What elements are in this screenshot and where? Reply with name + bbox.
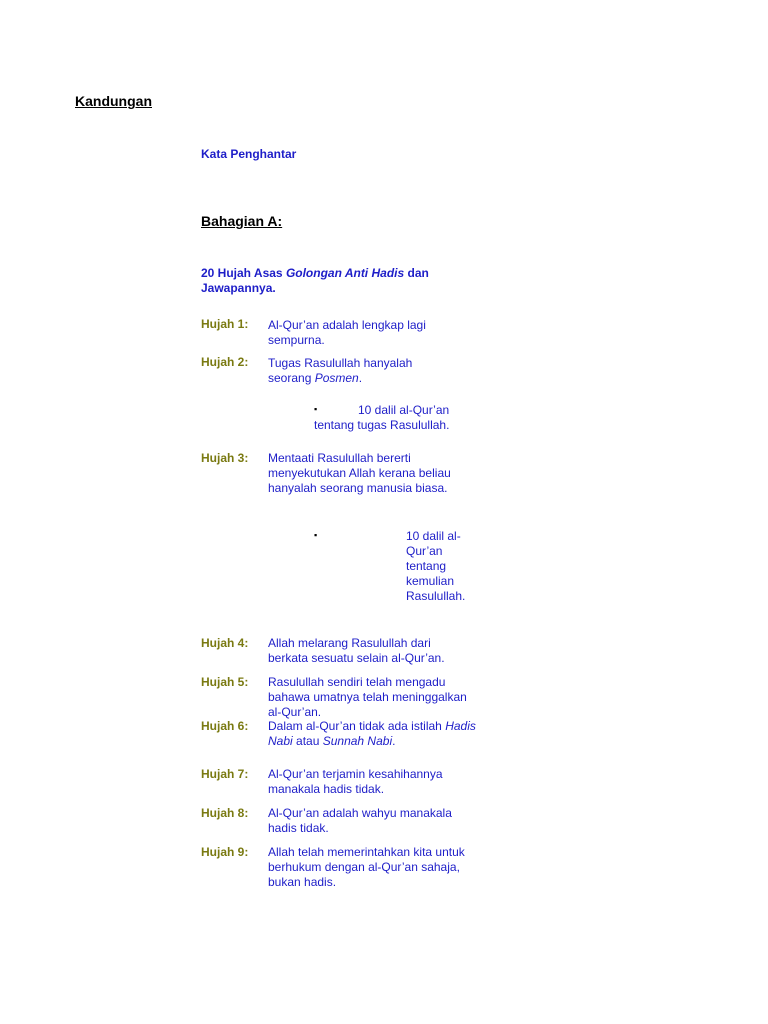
subtitle-post: dan Jawapannya. bbox=[201, 266, 429, 295]
hujah-2-label: Hujah 2: bbox=[201, 355, 249, 369]
section-a-subtitle[interactable] bbox=[201, 266, 471, 296]
hujah-8-text[interactable]: Al-Qur’an adalah wahyu manakala hadis tidak. bbox=[268, 806, 452, 835]
hujah-6-text-mid: atau bbox=[292, 734, 323, 748]
hujah-1-text[interactable]: Al-Qur’an adalah lengkap lagi sempurna. bbox=[268, 318, 426, 347]
hujah-4-text[interactable]: Allah melarang Rasulullah dari berkata sesuatu selain al-Qur’an. bbox=[268, 636, 445, 665]
bullet-icon: ▪ bbox=[314, 530, 318, 540]
hujah-6-text-em2: Sunnah Nabi bbox=[322, 734, 393, 748]
hujah-5-label: Hujah 5: bbox=[201, 675, 249, 689]
hujah-2-text-post: . bbox=[358, 371, 363, 385]
hujah-6-text-em1: Hadis Nabi bbox=[268, 719, 476, 748]
contents-heading: Kandungan bbox=[75, 93, 152, 109]
intro-link[interactable]: Kata Penghantar bbox=[201, 147, 297, 161]
subtitle-pre: 20 Hujah Asas bbox=[201, 266, 286, 280]
hujah-2-text-pre: Tugas Rasulullah hanyalah seorang bbox=[268, 356, 413, 385]
subtitle-em: Golongan Anti Hadis bbox=[285, 266, 405, 280]
hujah-2-text[interactable] bbox=[268, 356, 443, 386]
hujah-3-label: Hujah 3: bbox=[201, 451, 249, 465]
hujah-8-label: Hujah 8: bbox=[201, 806, 249, 820]
hujah-6-text-post: . bbox=[392, 734, 396, 748]
dalil-tugas-link[interactable]: 10 dalil al-Qur’an tentang tugas Rasulullah. bbox=[314, 403, 450, 432]
hujah-3-text[interactable]: Mentaati Rasulullah bererti menyekutukan Allah kerana beliau hanyalah seorang manusia biasa. bbox=[268, 451, 451, 495]
hujah-5-text[interactable]: Rasulullah sendiri telah mengadu bahawa umatnya telah meninggalkan al-Qur’an. bbox=[268, 675, 467, 719]
hujah-7-label: Hujah 7: bbox=[201, 767, 249, 781]
dalil-kemulian-link[interactable]: 10 dalil al-Qur’an tentang kemulian Rasulullah. bbox=[406, 529, 466, 603]
hujah-2-text-em: Posmen bbox=[314, 371, 359, 385]
hujah-9-label: Hujah 9: bbox=[201, 845, 249, 859]
hujah-1-label: Hujah 1: bbox=[201, 317, 249, 331]
bullet-icon: ▪ bbox=[314, 404, 318, 414]
hujah-6-label: Hujah 6: bbox=[201, 719, 249, 733]
hujah-4-label: Hujah 4: bbox=[201, 636, 249, 650]
hujah-9-text[interactable]: Allah telah memerintahkan kita untuk berhukum dengan al-Qur’an sahaja, bukan hadis. bbox=[268, 845, 465, 889]
section-a-heading: Bahagian A: bbox=[201, 213, 283, 229]
hujah-7-text[interactable]: Al-Qur’an terjamin kesahihannya manakala hadis tidak. bbox=[268, 767, 443, 796]
hujah-6-text-pre: Dalam al-Qur’an tidak ada istilah bbox=[268, 719, 446, 733]
hujah-6-text[interactable] bbox=[268, 719, 483, 749]
